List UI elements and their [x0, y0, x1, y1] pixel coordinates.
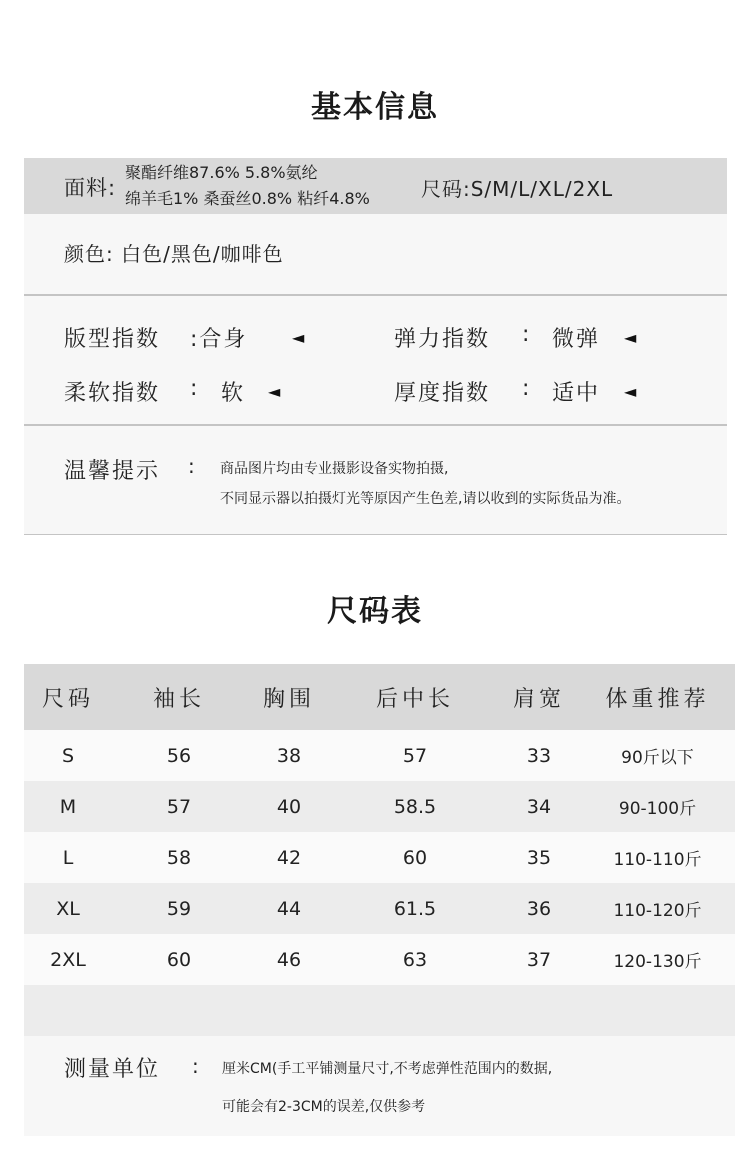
cell-shoulder: 35	[498, 832, 580, 883]
cell-shoulder: 37	[498, 934, 580, 985]
header-size: 尺码	[24, 664, 112, 730]
fabric-row	[24, 158, 727, 214]
size-options: 尺码:S/M/L/XL/2XL	[421, 177, 614, 201]
cell-weight: 120-130斤	[580, 934, 735, 985]
tip-line-2: 不同显示器以拍摄灯光等原因产生色差,请以收到的实际货品为准。	[220, 491, 631, 507]
elastic-index-label: 弹力指数	[394, 327, 491, 352]
index-section	[24, 296, 727, 424]
size-chart-title: 尺码表	[327, 594, 423, 629]
cell-size: L	[24, 832, 112, 883]
soft-index-value: 软	[221, 381, 246, 406]
cell-chest: 46	[246, 934, 332, 985]
divider	[24, 534, 727, 535]
table-row	[24, 934, 735, 985]
cell-weight: 110-110斤	[580, 832, 735, 883]
cell-sleeve: 60	[112, 934, 246, 985]
basic-info-title: 基本信息	[311, 90, 439, 125]
table-row	[24, 883, 735, 934]
tip-colon: :	[188, 454, 195, 478]
fabric-composition	[125, 160, 370, 212]
header-shoulder: 肩宽	[498, 664, 580, 730]
cell-weight: 110-120斤	[580, 883, 735, 934]
cell-size: XL	[24, 883, 112, 934]
cell-back-length: 58.5	[332, 781, 498, 832]
cell-shoulder: 33	[498, 730, 580, 781]
fabric-label: 面料:	[64, 176, 117, 200]
elastic-arrow-icon: ◄	[624, 328, 637, 347]
header-sleeve: 袖长	[112, 664, 246, 730]
cell-back-length: 57	[332, 730, 498, 781]
table-row	[24, 781, 735, 832]
cell-back-length: 60	[332, 832, 498, 883]
fabric-line-2: 绵羊毛1% 桑蚕丝0.8% 粘纤4.8%	[125, 189, 370, 208]
color-options: 颜色: 白色/黑色/咖啡色	[64, 242, 284, 266]
size-table-header	[24, 664, 735, 730]
thickness-index-label: 厚度指数	[394, 381, 491, 406]
cell-back-length: 63	[332, 934, 498, 985]
tip-line-1: 商品图片均由专业摄影设备实物拍摄,	[220, 461, 449, 477]
cell-size: M	[24, 781, 112, 832]
elastic-index-value: 微弹	[552, 327, 601, 352]
fit-arrow-icon: ◄	[292, 328, 305, 347]
fit-index-value: :合身	[190, 327, 248, 352]
header-chest: 胸围	[246, 664, 332, 730]
cell-weight: 90斤以下	[580, 730, 735, 781]
table-blank-row	[24, 985, 735, 1036]
fabric-line-1: 聚酯纤维87.6% 5.8%氨纶	[125, 163, 318, 182]
elastic-index-colon: :	[522, 322, 532, 347]
soft-arrow-icon: ◄	[268, 382, 281, 401]
cell-chest: 40	[246, 781, 332, 832]
header-weight: 体重推荐	[580, 664, 735, 730]
tip-label: 温馨提示	[64, 459, 161, 484]
cell-size: S	[24, 730, 112, 781]
size-table	[24, 664, 735, 985]
unit-label: 测量单位	[64, 1057, 161, 1082]
header-back-length: 后中长	[332, 664, 498, 730]
cell-back-length: 61.5	[332, 883, 498, 934]
table-row	[24, 730, 735, 781]
thickness-index-colon: :	[522, 376, 532, 401]
cell-chest: 38	[246, 730, 332, 781]
cell-sleeve: 58	[112, 832, 246, 883]
table-row	[24, 832, 735, 883]
soft-index-colon: :	[190, 376, 200, 401]
cell-chest: 42	[246, 832, 332, 883]
color-row	[24, 214, 727, 294]
thickness-index-value: 适中	[552, 381, 601, 406]
cell-weight: 90-100斤	[580, 781, 735, 832]
cell-sleeve: 56	[112, 730, 246, 781]
cell-shoulder: 34	[498, 781, 580, 832]
soft-index-label: 柔软指数	[64, 381, 161, 406]
unit-line-2: 可能会有2-3CM的误差,仅供参考	[222, 1099, 426, 1115]
thickness-arrow-icon: ◄	[624, 382, 637, 401]
unit-colon: :	[192, 1054, 199, 1078]
cell-sleeve: 57	[112, 781, 246, 832]
tip-section	[24, 426, 727, 534]
unit-line-1: 厘米CM(手工平铺测量尺寸,不考虑弹性范围内的数据,	[222, 1061, 553, 1077]
cell-chest: 44	[246, 883, 332, 934]
cell-size: 2XL	[24, 934, 112, 985]
fit-index-label: 版型指数	[64, 327, 161, 352]
cell-shoulder: 36	[498, 883, 580, 934]
cell-sleeve: 59	[112, 883, 246, 934]
unit-section	[24, 1036, 735, 1136]
